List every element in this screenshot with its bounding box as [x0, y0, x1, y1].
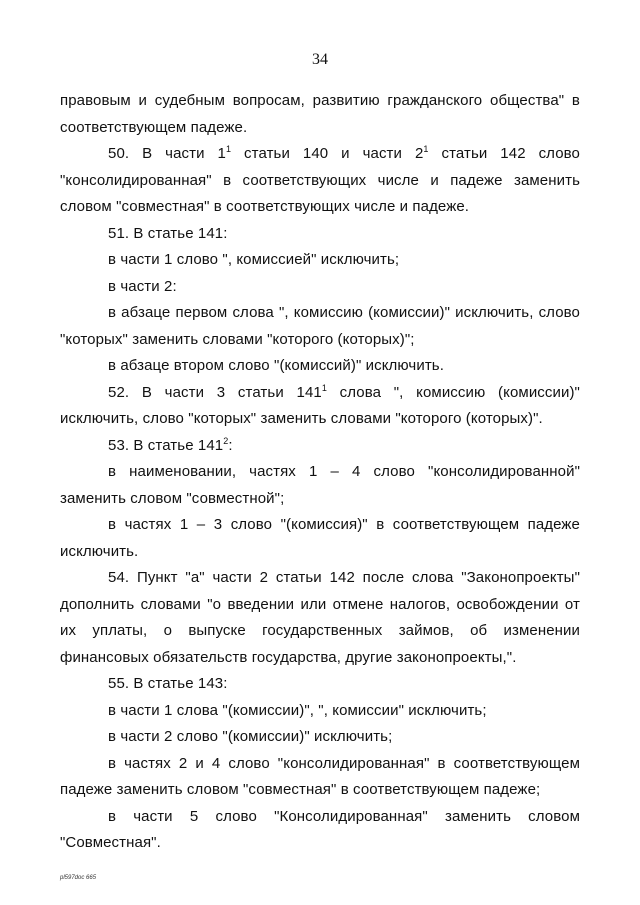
paragraph-text: 54. Пункт "а" части 2 статьи 142 после слова "Законопроекты" дополнить словами "о введении или отмене налогов, освобождении от их уплаты, о выпуске государственных займов, об изменении финансовых обязательств государства, другие законопроекты,". — [60, 569, 580, 666]
paragraph-text: в части 5 слово "Консолидированная" заменить словом "Совместная". — [60, 807, 580, 851]
page-number: 34 — [312, 51, 328, 68]
superscript-index: 2 — [223, 435, 229, 446]
paragraph-text: в абзаце втором слово "(комиссий)" исключить. — [108, 357, 444, 374]
footer-document-code: pl597doc 665 — [60, 875, 97, 881]
paragraph — [60, 274, 580, 301]
paragraph — [60, 247, 580, 274]
paragraph — [60, 88, 580, 141]
paragraph-text: в части 1 слова "(комиссии)", ", комиссии" исключить; — [108, 701, 487, 719]
paragraph-text: слова ", комиссию (комиссии)" исключить, слово "которых" заменить словами "которого (которых)". — [60, 383, 580, 427]
document-body — [60, 88, 580, 857]
paragraph — [60, 804, 580, 857]
paragraph-text: 52. В части 3 статьи 141 — [108, 383, 322, 401]
superscript-index: 1 — [423, 144, 429, 154]
paragraph — [60, 698, 580, 725]
paragraph-text: в наименовании, частях 1 – 4 слово "консолидированной" заменить словом "совместной"; — [60, 463, 580, 507]
paragraph-text: 51. В статье 141: — [108, 224, 228, 242]
paragraph — [60, 141, 580, 221]
paragraph — [60, 353, 580, 380]
paragraph-text: в частях 2 и 4 слово "консолидированная" в соответствующем падеже заменить словом "совместная" в соответствующем падеже; — [60, 754, 580, 798]
paragraph — [60, 459, 580, 512]
paragraph — [60, 724, 580, 751]
paragraph-text: в частях 1 – 3 слово "(комиссия)" в соответствующем падеже исключить. — [60, 516, 580, 560]
paragraph-text: 55. В статье 143: — [108, 675, 228, 692]
superscript-index: 1 — [321, 382, 327, 393]
paragraph-text: правовым и судебным вопросам, развитию гражданского общества" в соответствующем падеже. — [60, 92, 580, 136]
paragraph — [60, 751, 580, 804]
paragraph — [60, 380, 580, 433]
paragraph-text: статьи 140 и части 2 — [231, 145, 424, 162]
superscript-index: 1 — [225, 144, 232, 154]
paragraph-text: 53. В статье 141 — [108, 436, 224, 454]
paragraph-text: : — [228, 436, 233, 454]
paragraph — [60, 512, 580, 565]
paragraph — [60, 300, 580, 353]
paragraph-text: статьи 142 слово "консолидированная" в соответствующих числе и падеже заменить словом "совместная" в соответствующих числе и падеже. — [60, 145, 580, 215]
paragraph-text: в абзаце первом слова ", комиссию (комиссии)" исключить, слово "которых" заменить словами "которого (которых)"; — [60, 304, 580, 348]
paragraph — [60, 565, 580, 671]
paragraph — [60, 671, 580, 698]
paragraph — [60, 433, 580, 460]
paragraph-text: в части 2 слово "(комиссии)" исключить; — [108, 728, 393, 745]
paragraph-text: 50. В части 1 — [108, 145, 226, 162]
paragraph-text: в части 1 слово ", комиссией" исключить; — [108, 251, 400, 268]
paragraph — [60, 221, 580, 248]
paragraph-text: в части 2: — [108, 277, 177, 295]
